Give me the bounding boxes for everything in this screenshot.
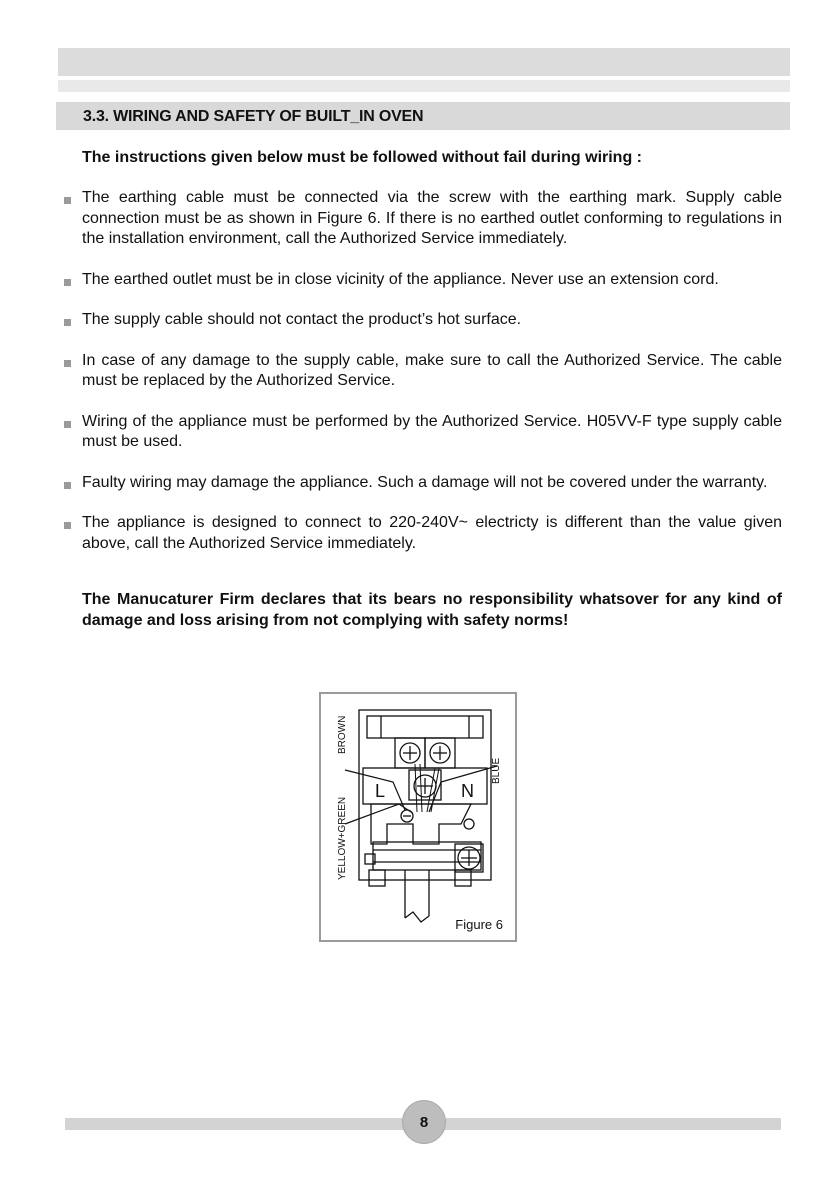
disclaimer-text: The Manucaturer Firm declares that its bears no responsibility whatsover for any kind of damage and loss arising from not complying with safety norms!: [82, 591, 782, 629]
square-bullet-icon: [64, 522, 71, 529]
list-item: [60, 310, 782, 331]
list-item-text: Faulty wiring may damage the appliance. Such a damage will not be covered under the warranty.: [82, 473, 768, 491]
intro-text: The instructions given below must be followed without fail during wiring :: [82, 149, 642, 166]
list-item: [60, 270, 782, 291]
square-bullet-icon: [64, 360, 71, 367]
list-item-text: The supply cable should not contact the product’s hot surface.: [82, 311, 522, 328]
list-item: [60, 351, 782, 392]
blue-wire-label: BLUE: [491, 757, 502, 784]
terminal-block-diagram: [321, 694, 515, 940]
header-bar-thin: [58, 80, 790, 92]
page-number-badge: 8: [402, 1100, 446, 1144]
list-item: [60, 412, 782, 453]
yellow-green-wire-label: YELLOW+GREEN: [337, 796, 348, 880]
list-item: [60, 513, 782, 554]
square-bullet-icon: [64, 482, 71, 489]
square-bullet-icon: [64, 279, 71, 286]
list-item-text: In case of any damage to the supply cable, make sure to call the Authorized Service. The cable must be replaced by the Authorized Service.: [82, 351, 782, 389]
cable-clamp: [373, 842, 481, 870]
brown-wire-label: BROWN: [337, 715, 348, 754]
list-item: [60, 188, 782, 250]
list-item-text: The earthing cable must be connected via the screw with the earthing mark. Supply cable connection must be as shown in Figure 6. If there is no earthed outlet conforming to regulations in the installation environment, call the Authorized Service immediately.: [82, 189, 782, 247]
square-bullet-icon: [64, 319, 71, 326]
supply-cable: [405, 870, 429, 922]
list-item-text: Wiring of the appliance must be performed by the Authorized Service. H05VV-F type supply cable must be used.: [82, 412, 782, 450]
square-bullet-icon: [64, 197, 71, 204]
terminal-l-label: L: [375, 781, 386, 801]
section-title: 3.3. WIRING AND SAFETY OF BUILT_IN OVEN: [56, 102, 790, 130]
terminal-n-label: N: [461, 781, 474, 801]
square-bullet-icon: [64, 421, 71, 428]
safety-list: [60, 188, 782, 574]
list-item: [60, 473, 782, 494]
wiring-diagram-figure: [319, 692, 517, 942]
list-item-text: The earthed outlet must be in close vicinity of the appliance. Never use an extension cord.: [82, 270, 719, 288]
housing-top-rail: [367, 716, 483, 738]
list-item-text: The appliance is designed to connect to 220-240V~ electricty is different than the value given above, call the Authorized Service immediately.: [82, 514, 782, 552]
figure-caption: Figure 6: [455, 917, 503, 932]
header-bar: [58, 48, 790, 76]
